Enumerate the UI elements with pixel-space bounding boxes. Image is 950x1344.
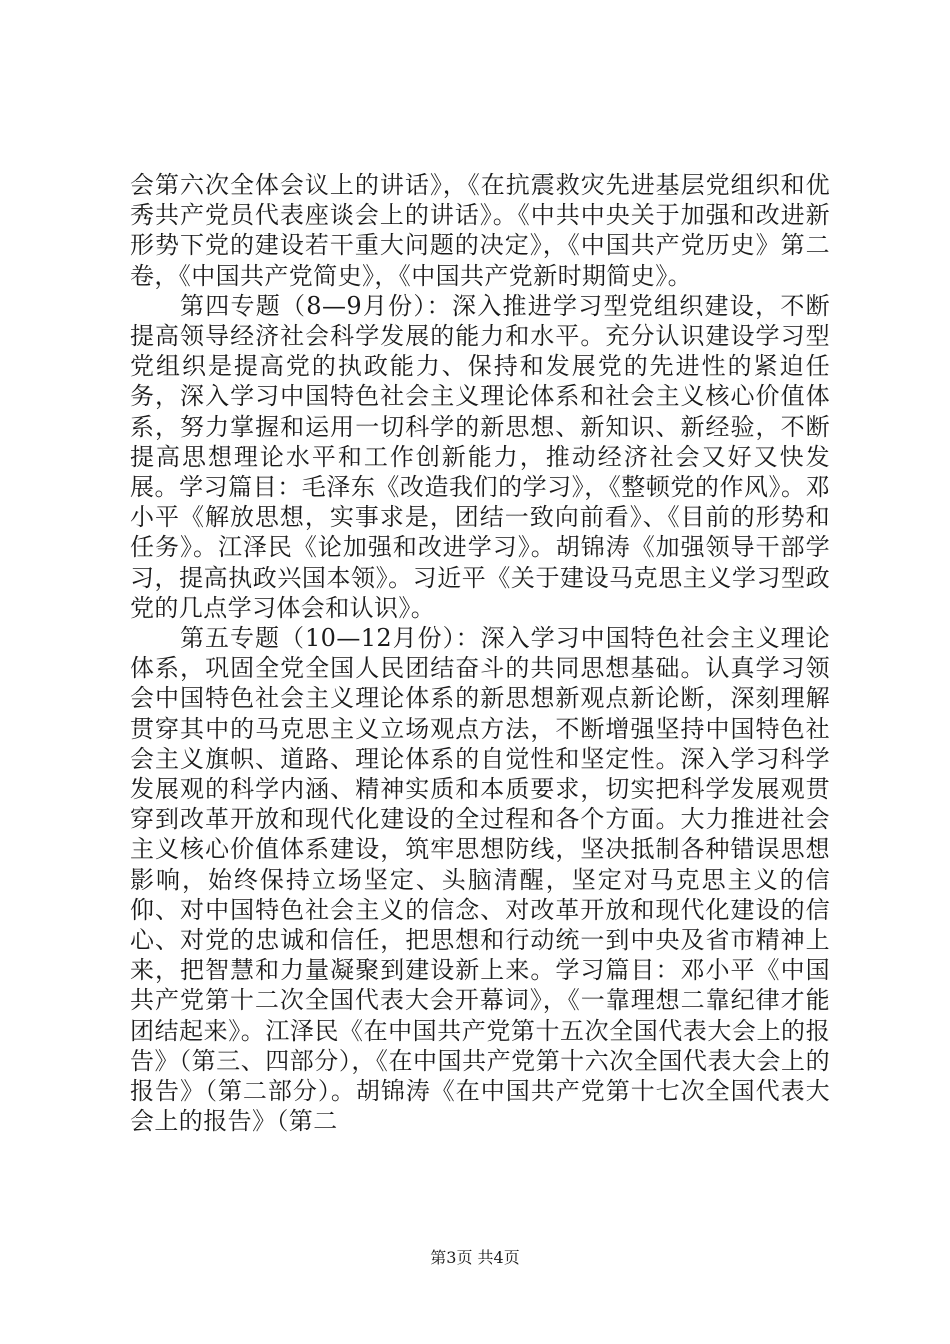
paragraph-topic-five: 第五专题（10—12月份）：深入学习中国特色社会主义理论体系，巩固全党全国人民团结奋斗的共同思想基础。认真学习领会中国特色社会主义理论体系的新思想新观点新论断，深刻理解贯穿其中的马克思主义立场观点方法，不断增强坚持中国特色社会主义旗帜、道路、理论体系的自觉性和坚定性。深入学习科学发展观的科学内涵、精神实质和本质要求，切实把科学发展观贯穿到改革开放和现代化建设的全过程和各个方面。大力推进社会主义核心价值体系建设，筑牢思想防线，坚决抵制各种错误思想影响，始终保持立场坚定、头脑清醒，坚定对马克思主义的信仰、对中国特色社会主义的信念、对改革开放和现代化建设的信心、对党的忠诚和信任，把思想和行动统一到中央及省市精神上来，把智慧和力量凝聚到建设新上来。学习篇目：邓小平《中国共产党第十二次全国代表大会开幕词》，《一靠理想二靠纪律才能团结起来》。江泽民《在中国共产党第十五次全国代表大会上的报告》（第三、四部分），《在中国共产党第十六次全国代表大会上的报告》（第二部分）。胡锦涛《在中国共产党第十七次全国代表大会上的报告》（第二 — [130, 624, 830, 1136]
paragraph-topic-four: 第四专题（8—9月份）：深入推进学习型党组织建设，不断提高领导经济社会科学发展的能力和水平。充分认识建设学习型党组织是提高党的执政能力、保持和发展党的先进性的紧迫任务，深入学习中国特色社会主义理论体系和社会主义核心价值体系，努力掌握和运用一切科学的新思想、新知识、新经验，不断提高思想理论水平和工作创新能力，推动经济社会又好又快发展。学习篇目：毛泽东《改造我们的学习》，《整顿党的作风》。邓小平《解放思想，实事求是，团结一致向前看》、《目前的形势和任务》。江泽民《论加强和改进学习》。胡锦涛《加强领导干部学习，提高执政兴国本领》。习近平《关于建设马克思主义学习型政党的几点学习体会和认识》。 — [130, 291, 830, 622]
document-body — [130, 170, 830, 1137]
page-footer: 第3页 共4页 — [430, 1248, 520, 1267]
paragraph-continuation: 会第六次全体会议上的讲话》，《在抗震救灾先进基层党组织和优秀共产党员代表座谈会上的讲话》。《中共中央关于加强和改进新形势下党的建设若干重大问题的决定》，《中国共产党历史》第二卷，《中国共产党简史》，《中国共产党新时期简史》。 — [130, 171, 830, 290]
